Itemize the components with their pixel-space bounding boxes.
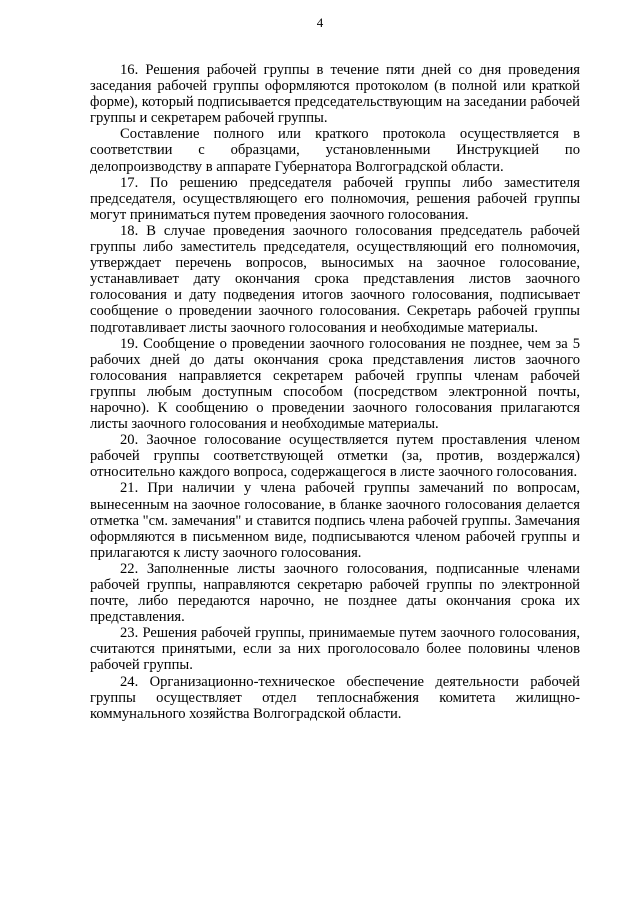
paragraph-protocol-format: Составление полного или краткого протокола осуществляется в соответствии с образцами, установленными Инструкцией по делопроизводству в аппарате Губернатора Волгоградской области. — [90, 126, 580, 175]
paragraph-20: 20. Заочное голосование осуществляется путем проставления членом рабочей группы соответствующей отметки (за, против, воздержался) относительно каждого вопроса, содержащегося в листе заочного голосования. — [90, 432, 580, 481]
page-number: 4 — [316, 15, 324, 30]
paragraph-17: 17. По решению председателя рабочей группы либо заместителя председателя, осуществляющего его полномочия, решения рабочей группы могут приниматься путем проведения заочного голосования. — [90, 174, 580, 223]
paragraph-18: 18. В случае проведения заочного голосования председатель рабочей группы либо заместитель председателя, осуществляющий его полномочия, утверждает перечень вопросов, выносимых на заочное голосование, устанавливает дату окончания срока представления листов заочного голосования и дату подведения итогов заочного голосования, подписывает сообщение о проведении заочного голосования. Секретарь рабочей группы подготавливает листы заочного голосования и необходимые материалы. — [90, 222, 580, 336]
paragraph-22: 22. Заполненные листы заочного голосования, подписанные членами рабочей группы, направляются секретарю рабочей группы по электронной почте, либо передаются нарочно, не позднее даты окончания срока их представления. — [90, 560, 580, 626]
paragraph-24: 24. Организационно-техническое обеспечение деятельности рабочей группы осуществляет отдел теплоснабжения комитета жилищно-коммунального хозяйства Волгоградской области. — [90, 673, 580, 722]
paragraph-21: 21. При наличии у члена рабочей группы замечаний по вопросам, вынесенным на заочное голосование, в бланке заочного голосования делается отметка "см. замечания" и ставится подпись члена рабочей группы. Замечания оформляются в письменном виде, подписываются членом рабочей группы и прилагаются к листу заочного голосования. — [90, 480, 580, 561]
paragraph-23: 23. Решения рабочей группы, принимаемые путем заочного голосования, считаются принятыми, если за них проголосовало более половины членов рабочей группы. — [90, 625, 580, 674]
paragraph-19: 19. Сообщение о проведении заочного голосования не позднее, чем за 5 рабочих дней до даты окончания срока представления листов заочного голосования направляется секретарем рабочей группы членам рабочей группы любым доступным способом (посредством электронной почты, нарочно). К сообщению о проведении заочного голосования прилагаются листы заочного голосования и необходимые материалы. — [90, 335, 580, 433]
paragraph-16: 16. Решения рабочей группы в течение пяти дней со дня проведения заседания рабочей группы оформляются протоколом (в полной или краткой форме), который подписывается председательствующим на заседании рабочей группы и секретарем рабочей группы. — [90, 62, 580, 127]
document-body — [90, 62, 580, 722]
